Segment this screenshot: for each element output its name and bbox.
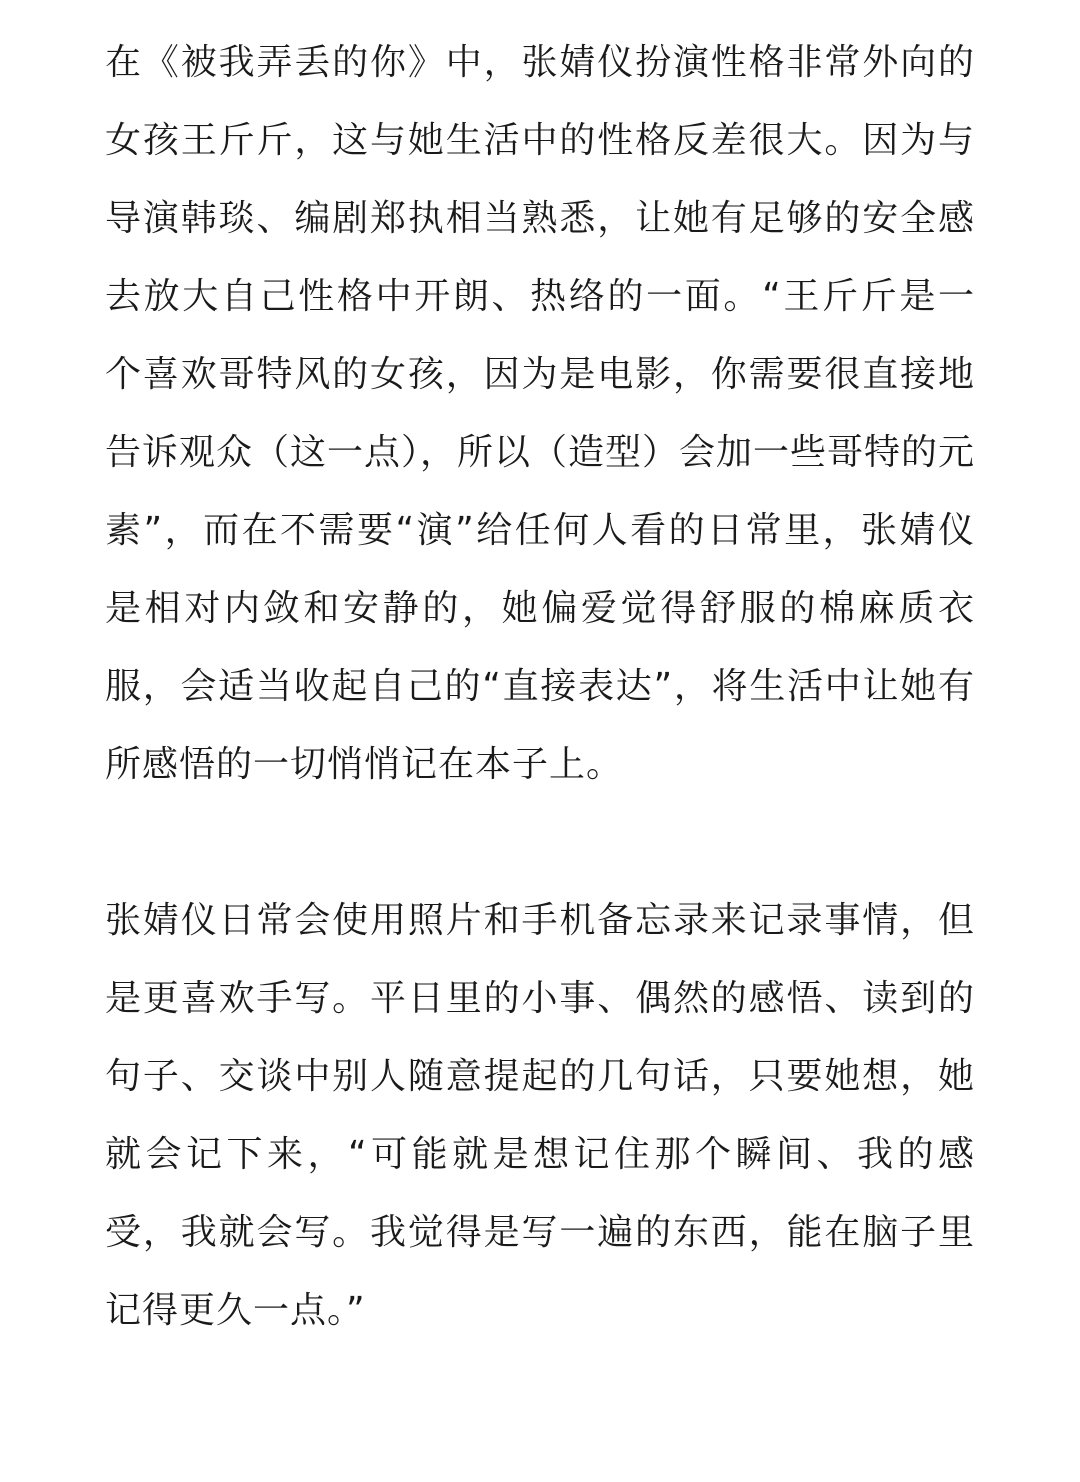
paragraph-1: 在《被我弄丢的你》中，张婧仪扮演性格非常外向的女孩王斤斤，这与她生活中的性格反差很大。因为与导演韩琰、编剧郑执相当熟悉，让她有足够的安全感去放大自己性格中开朗、热络的一面。“王斤斤是一个喜欢哥特风的女孩，因为是电影，你需要很直接地告诉观众（这一点），所以（造型）会加一些哥特的元素”，而在不需要“演”给任何人看的日常里，张婧仪是相对内敛和安静的，她偏爱觉得舒服的棉麻质衣服，会适当收起自己的“直接表达”，将生活中让她有所感悟的一切悄悄记在本子上。 [105, 42, 976, 785]
paragraph-2: 张婧仪日常会使用照片和手机备忘录来记录事情，但是更喜欢手写。平日里的小事、偶然的感悟、读到的句子、交谈中别人随意提起的几句话，只要她想，她就会记下来，“可能就是想记住那个瞬间、我的感受，我就会写。我觉得是写一遍的东西，能在脑子里记得更久一点。” [105, 900, 975, 1331]
article-body [105, 24, 975, 1350]
